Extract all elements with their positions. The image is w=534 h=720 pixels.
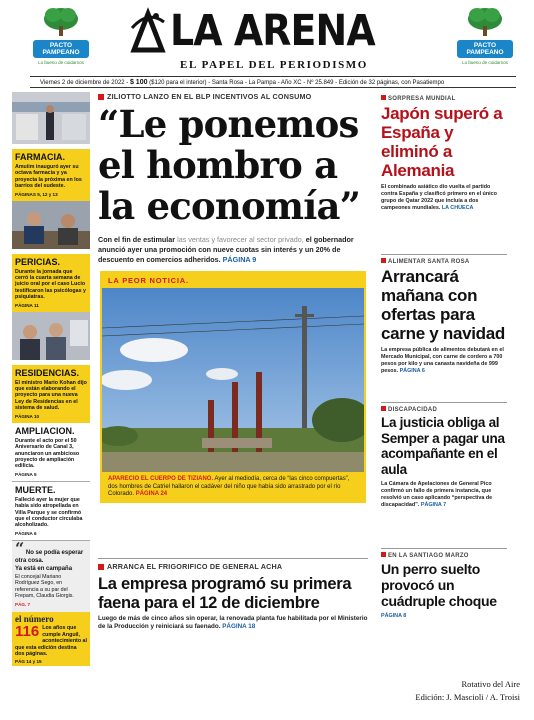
brief-title: AMPLIACION.	[15, 425, 75, 436]
edition-info-bar: Viernes 2 de diciembre de 2022 - $ 100 ($120 para el interior) - Santa Rosa - La Pampa - Año XC - Nº 25.849 - Edición de 32 páginas, con Pasatiempo	[30, 76, 516, 88]
credits-line-1: Rotativo del Aire	[461, 679, 520, 689]
right-story-kicker: ALIMENTAR SANTA ROSA	[381, 258, 507, 265]
right-story-body	[381, 613, 507, 620]
lead-part-c: el gobernador anunció ayer una promoción con nueve cuotas sin interés y un 20% de descuento en comercios adheridos.	[98, 235, 354, 264]
right-story-kicker: SORPRESA MUNDIAL	[381, 95, 507, 102]
quote-line-2: Ya está en campaña	[15, 565, 73, 572]
right-story-headline: Arrancará mañana con ofertas para carne y navidad	[381, 267, 506, 343]
logo-emblem-icon	[128, 6, 168, 54]
brief-text: Amuiim inauguró ayer su octava farmacia y ya proyecta la próxima en los barrios del sudeste.	[15, 164, 82, 190]
brief-residencias[interactable]	[12, 365, 90, 423]
right-story-headline: Japón superó a España y eliminó a Alemania	[381, 104, 503, 180]
pacto-tagline: Lo bueno de cuidarnos	[38, 60, 84, 65]
el-numero-text: Los años que cumple Anguil, acontecimiento al que esta edición destina dos páginas.	[15, 625, 87, 657]
photo-caption-head: APARECIO EL CUERPO DE TIZIANO.	[108, 476, 214, 482]
credits	[415, 678, 520, 704]
right-story-page: PÁGINA 8	[381, 613, 407, 619]
brief-title: MUERTE.	[15, 484, 56, 495]
lead-page: PÁGINA 9	[222, 255, 257, 264]
brief-page: PÁGINA 5	[15, 471, 37, 477]
pacto-pampeano-logo-left	[30, 6, 92, 70]
photo-feature-label: LA PEOR NOTICIA.	[108, 276, 189, 285]
tree-icon	[41, 6, 81, 38]
brief-ampliacion[interactable]	[12, 423, 90, 482]
right-story-discapacidad[interactable]	[381, 402, 507, 548]
pacto-label: PACTO PAMPEANO	[33, 40, 89, 58]
right-story-perro[interactable]	[381, 548, 507, 620]
main-lead	[98, 235, 368, 265]
edition-date: Viernes 2 de diciembre de 2022	[40, 80, 125, 86]
main-headline[interactable]: “Le ponemos el hombro a la economía”	[98, 102, 361, 228]
edition-price-detail: ($120 para el interior)	[149, 80, 207, 86]
quote-source: El concejal Mariano Rodríguez Sego, en referencia a su par del Frepam, Claudia Giorgis.	[15, 573, 74, 599]
right-story-page: PÁGINA 7	[420, 502, 447, 508]
brief-page: PÁGINA 6	[15, 530, 37, 536]
red-square-icon	[98, 94, 104, 100]
red-square-icon	[381, 406, 386, 411]
river-floodgates-photo	[102, 288, 364, 472]
secondary-page: PÁGINA 18	[222, 623, 256, 630]
brief-text: El ministro Mario Kohan dijo que están elaborando el proyecto para una nueva Ley de Residencias en el sistema de salud.	[15, 379, 87, 412]
right-story-alimentar[interactable]	[381, 254, 507, 402]
newspaper-title: LA ARENA	[169, 6, 375, 56]
el-numero-label: el número	[15, 614, 54, 625]
brief-title: PERICIAS.	[15, 256, 61, 267]
right-story-headline: La justicia obliga al Semper a pagar una acompañante en el aula	[381, 415, 505, 477]
el-numero-box	[12, 612, 90, 666]
tree-icon	[465, 6, 505, 38]
brief-pericias[interactable]	[12, 254, 90, 312]
brief-title: RESIDENCIAS.	[15, 367, 80, 378]
quote-box	[12, 538, 90, 613]
masthead	[30, 4, 516, 88]
red-square-icon	[98, 564, 104, 570]
newspaper-logo	[112, 4, 432, 62]
photo-feature-box[interactable]	[100, 271, 366, 503]
right-story-headline: Un perro suelto provocó un cuádruple choque	[381, 561, 497, 609]
right-story-kicker: EN LA SANTIAGO MARZO	[381, 552, 507, 559]
right-story-kicker: DISCAPACIDAD	[381, 406, 507, 413]
left-sidebar	[12, 92, 90, 665]
brief-text: Durante la jornada que cerró la cuarta semana de juicio oral por el caso Lucio testificaron las psicólogas y psiquiatras.	[15, 268, 86, 301]
photo-caption-text: Ayer al mediodía, cerca de “las cinco compuertas”, dos hombres de Catriel hallaron el cadáver del niño que había sido arrastrado por el río Colorado.	[108, 476, 350, 497]
el-numero-page: PÁG 14 y 15	[15, 659, 42, 665]
brief-page: PÁGINA 10	[15, 413, 40, 419]
lead-part-a: Con el fin de estimular	[98, 235, 176, 244]
edition-price: $ 100	[129, 79, 148, 86]
pericias-photo	[12, 201, 90, 254]
lead-part-b: las ventas y favorecer al sector privado,	[177, 235, 304, 244]
red-square-icon	[381, 95, 386, 100]
pacto-pampeano-logo-right	[454, 6, 516, 70]
brief-page: PÁGINA 11	[15, 302, 39, 308]
secondary-story[interactable]	[98, 558, 368, 631]
secondary-body: Luego de más de cinco años sin operar, la renovada planta fue habilitada por el Ministerio de la Producción y reiniciará su faenado. PÁGINA 18	[98, 615, 368, 630]
red-square-icon	[381, 258, 386, 263]
right-story-page: PÁGINA 6	[399, 368, 425, 374]
residencias-photo	[12, 312, 90, 365]
edition-location: Santa Rosa - La Pampa - Año XC - Nº 25.849 - Edición de 32 páginas, con Pasatiempo	[211, 80, 445, 86]
brief-title: FARMACIA.	[15, 152, 65, 162]
el-numero-value: 116	[15, 623, 40, 641]
right-story-body: El combinado asiático dio vuelta el partido contra España y clasificó primero en el único grupo de Qatar 2022 que incluía a dos campeones mundiales. LA CHUECA	[381, 184, 497, 211]
right-story-japon[interactable]	[381, 92, 507, 254]
pharmacy-photo	[12, 92, 90, 149]
secondary-kicker: ARRANCA EL FRIGORIFICO DE GENERAL ACHA	[98, 562, 368, 571]
brief-page: PÁGINAS 5, 12 y 13	[15, 191, 58, 197]
pacto-tagline: Lo bueno de cuidarnos	[462, 60, 508, 65]
quote-mark-icon: “	[15, 538, 25, 558]
main-kicker: ZILIOTTO LANZO EN EL BLP INCENTIVOS AL CONSUMO	[98, 92, 368, 101]
quote-line-1: No se podía esperar otra cosa.	[15, 549, 84, 564]
right-story-body: La Cámara de Apelaciones de General Pico confirmó un fallo de primera instancia, que resolvió un caso aplicando “perspectiva de discapacidad”. PÁGINA 7	[381, 481, 493, 508]
right-story-page: LA CHUECA	[441, 205, 474, 211]
photo-caption-page: PÁGINA 24	[135, 491, 168, 497]
photo-caption	[108, 476, 360, 499]
quote-page: PÁG. 7	[15, 602, 31, 608]
brief-text: Falleció ayer la mujer que había sido atropellada en Villa Parque y se confirmó que el conductor circulaba alcoholizado.	[15, 496, 83, 529]
brief-text: Durante el acto por el 50 Aniversario de Canal 3, anunciaron un ambicioso proyecto de ampliación edilicia.	[15, 437, 80, 470]
right-sidebar	[381, 92, 507, 620]
main-story	[98, 92, 368, 630]
brief-muerte[interactable]	[12, 482, 90, 541]
pacto-label: PACTO PAMPEANO	[457, 40, 513, 58]
red-square-icon	[381, 552, 386, 557]
brief-farmacia[interactable]	[12, 149, 90, 201]
secondary-headline: La empresa programó su primera faena para el 12 de diciembre	[98, 575, 352, 612]
newspaper-motto: EL PAPEL DEL PERIODISMO	[180, 59, 368, 71]
credits-line-2: Edición: J. Mascioli / A. Troisi	[415, 692, 520, 702]
right-story-body: La empresa pública de alimentos debutará en el Mercado Municipal, con carne de cordero a 700 pesos por kilo y una canasta navideña de 999 pesos. PÁGINA 6	[381, 347, 504, 374]
